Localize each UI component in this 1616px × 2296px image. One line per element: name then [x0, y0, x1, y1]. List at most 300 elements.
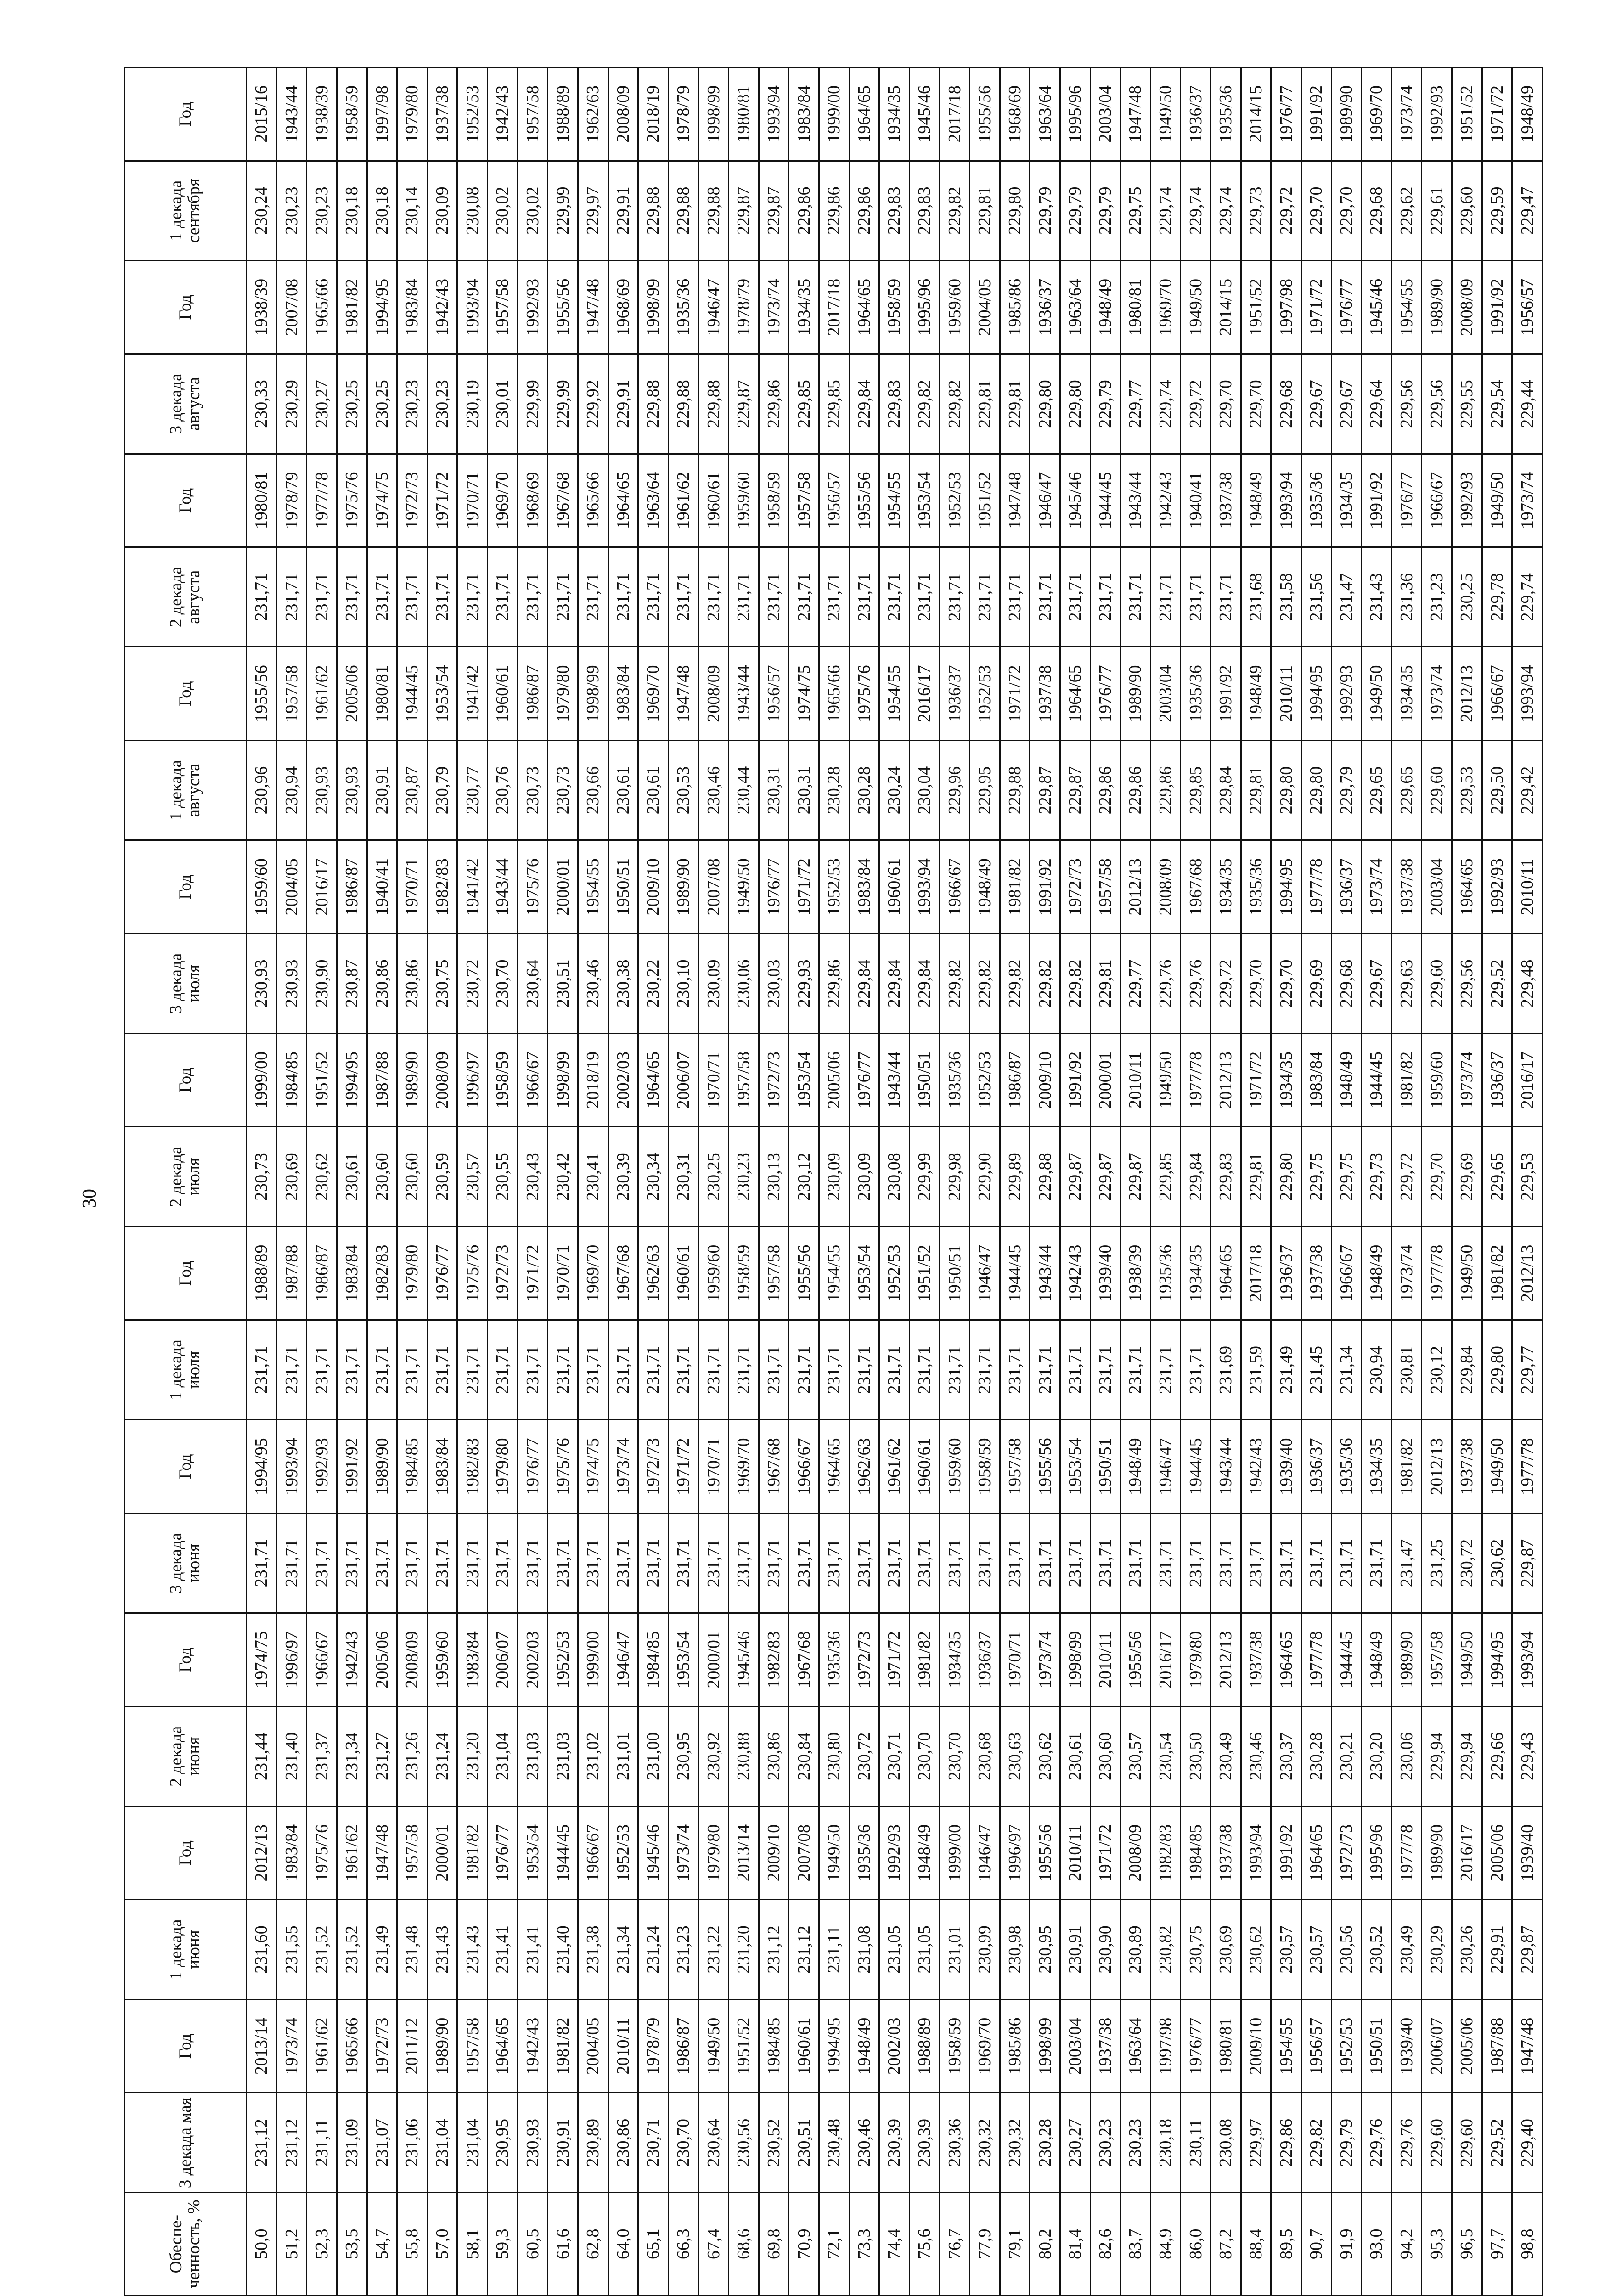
table-cell: 229,91 — [608, 161, 638, 260]
table-cell: 229,82 — [1000, 934, 1030, 1033]
table-cell: 229,92 — [578, 354, 608, 454]
table-cell: 231,41 — [488, 1900, 518, 1999]
table-cell: 231,60 — [247, 1900, 277, 1999]
table-cell: 1976/77 — [488, 1806, 518, 1899]
table-cell: 1971/72 — [1000, 647, 1030, 740]
table-cell: 1993/94 — [1271, 454, 1301, 547]
table-cell: 80,2 — [1030, 2193, 1060, 2296]
table-row — [638, 68, 669, 2296]
table-cell: 1945/46 — [729, 1613, 759, 1706]
table-row — [1181, 68, 1211, 2296]
table-cell: 1974/75 — [247, 1613, 277, 1706]
table-cell: 231,71 — [1150, 1320, 1181, 1420]
table-cell: 229,84 — [879, 934, 910, 1033]
table-cell: 1983/84 — [849, 840, 879, 934]
table-cell: 229,70 — [1331, 161, 1362, 260]
table-cell: 1988/89 — [247, 1227, 277, 1320]
table-cell: 62,8 — [578, 2193, 608, 2296]
table-cell: 229,40 — [1512, 2093, 1543, 2193]
table-row — [1452, 68, 1482, 2296]
table-cell: 229,86 — [1090, 740, 1121, 840]
table-cell: 1992/93 — [1452, 454, 1482, 547]
table-cell: 1940/41 — [367, 840, 397, 934]
table-cell: 231,71 — [819, 547, 849, 647]
table-cell: 1994/95 — [1301, 647, 1331, 740]
table-cell: 230,03 — [759, 934, 789, 1033]
table-cell: 1977/78 — [1391, 1806, 1422, 1899]
table-cell: 1960/61 — [698, 454, 729, 547]
table-cell: 229,87 — [759, 161, 789, 260]
table-cell: 231,71 — [638, 1320, 669, 1420]
table-row — [488, 68, 518, 2296]
table-cell: 230,43 — [518, 1127, 548, 1227]
table-cell: 229,83 — [879, 354, 910, 454]
table-cell: 1964/65 — [608, 454, 638, 547]
table-cell: 231,34 — [608, 1900, 638, 1999]
table-cell: 1989/90 — [427, 1999, 457, 2093]
table-cell: 1936/37 — [1482, 1033, 1512, 1126]
table-cell: 1946/47 — [970, 1227, 1000, 1320]
table-cell: 229,70 — [1211, 354, 1241, 454]
table-cell: 1987/88 — [367, 1033, 397, 1126]
table-cell: 1976/77 — [518, 1420, 548, 1513]
table-cell: 1952/53 — [548, 1613, 578, 1706]
table-cell: 1955/56 — [548, 260, 578, 354]
table-cell: 1994/95 — [337, 1033, 367, 1126]
table-cell: 1969/70 — [970, 1999, 1000, 2093]
table-cell: 1934/35 — [1331, 454, 1362, 547]
table-cell: 1967/68 — [1181, 840, 1211, 934]
table-cell: 230,57 — [1271, 1900, 1301, 1999]
table-row — [1090, 68, 1121, 2296]
table-cell: 230,21 — [1331, 1706, 1362, 1806]
table-cell: 230,24 — [247, 161, 277, 260]
table-cell: 1972/73 — [1060, 840, 1090, 934]
table-cell: 230,91 — [548, 2093, 578, 2193]
table-cell: 2016/17 — [1512, 1033, 1543, 1126]
table-cell: 231,71 — [427, 547, 457, 647]
table-cell: 229,88 — [668, 161, 698, 260]
table-cell: 2010/11 — [1060, 1806, 1090, 1899]
table-cell: 1979/80 — [698, 1806, 729, 1899]
table-cell: 1967/68 — [608, 1227, 638, 1320]
table-cell: 230,76 — [488, 740, 518, 840]
table-cell: 1955/56 — [849, 454, 879, 547]
table-cell: 231,71 — [307, 1513, 337, 1613]
table-cell: 229,91 — [608, 354, 638, 454]
table-cell: 229,77 — [1121, 934, 1151, 1033]
table-cell: 230,73 — [518, 740, 548, 840]
table-cell: 1981/82 — [1391, 1033, 1422, 1126]
table-cell: 1964/65 — [1271, 1613, 1301, 1706]
table-cell: 229,56 — [1452, 934, 1482, 1033]
table-cell: 1968/69 — [608, 260, 638, 354]
table-cell: 230,90 — [307, 934, 337, 1033]
table-cell: 231,12 — [789, 1900, 819, 1999]
table-row — [1422, 68, 1452, 2296]
table-cell: 1972/73 — [849, 1613, 879, 1706]
table-cell: 231,49 — [367, 1900, 397, 1999]
table-cell: 1948/49 — [1362, 1227, 1392, 1320]
table-cell: 2005/06 — [819, 1033, 849, 1126]
table-cell: 74,4 — [879, 2193, 910, 2296]
table-cell: 231,71 — [337, 1513, 367, 1613]
table-cell: 229,48 — [1512, 934, 1543, 1033]
table-cell: 230,38 — [608, 934, 638, 1033]
table-cell: 230,31 — [759, 740, 789, 840]
table-cell: 1945/46 — [638, 1806, 669, 1899]
table-cell: 2003/04 — [1422, 840, 1452, 934]
table-cell: 2008/09 — [1452, 260, 1482, 354]
table-cell: 231,71 — [1030, 1320, 1060, 1420]
table-cell: 1969/70 — [1150, 260, 1181, 354]
table-cell: 230,24 — [879, 740, 910, 840]
table-cell: 231,68 — [1241, 547, 1271, 647]
table-cell: 230,28 — [849, 740, 879, 840]
table-cell: 1959/60 — [729, 454, 759, 547]
table-cell: 229,80 — [1030, 354, 1060, 454]
table-cell: 1978/79 — [729, 260, 759, 354]
table-cell: 229,88 — [698, 161, 729, 260]
table-cell: 1981/82 — [909, 1613, 940, 1706]
table-cell: 1996/97 — [1000, 1806, 1030, 1899]
table-cell: 231,49 — [1271, 1320, 1301, 1420]
table-cell: 2018/19 — [638, 68, 669, 161]
table-cell: 229,74 — [1211, 161, 1241, 260]
table-cell: 229,85 — [1150, 1127, 1181, 1227]
table-cell: 229,59 — [1482, 161, 1512, 260]
table-cell: 231,71 — [1271, 1513, 1301, 1613]
table-cell: 1992/93 — [307, 1420, 337, 1513]
table-cell: 2000/01 — [548, 840, 578, 934]
table-cell: 229,93 — [789, 934, 819, 1033]
table-cell: 1977/78 — [307, 454, 337, 547]
table-cell: 231,71 — [1211, 1513, 1241, 1613]
table-cell: 229,98 — [940, 1127, 970, 1227]
table-cell: 230,69 — [1211, 1900, 1241, 1999]
table-cell: 1960/61 — [488, 647, 518, 740]
table-row — [698, 68, 729, 2296]
table-cell: 1950/51 — [1362, 1999, 1392, 2093]
table-cell: 1959/60 — [698, 1227, 729, 1320]
table-cell: 2012/13 — [1512, 1227, 1543, 1320]
table-cell: 1944/45 — [548, 1806, 578, 1899]
column-header: 2 декада июня — [125, 1706, 247, 1806]
table-cell: 230,23 — [1121, 2093, 1151, 2193]
table-cell: 1952/53 — [1331, 1999, 1362, 2093]
table-cell: 229,75 — [1331, 1127, 1362, 1227]
table-cell: 231,05 — [909, 1900, 940, 1999]
table-cell: 229,62 — [1391, 161, 1422, 260]
column-header: Год — [125, 454, 247, 547]
table-cell: 229,79 — [1030, 161, 1060, 260]
table-cell: 1957/58 — [1000, 1420, 1030, 1513]
table-cell: 1966/67 — [1422, 454, 1452, 547]
table-cell: 1956/57 — [759, 647, 789, 740]
table-cell: 231,71 — [1090, 1320, 1121, 1420]
table-cell: 229,79 — [1331, 740, 1362, 840]
table-cell: 230,57 — [1301, 1900, 1331, 1999]
table-cell: 1944/45 — [1090, 454, 1121, 547]
table-cell: 231,71 — [247, 547, 277, 647]
table-cell: 1968/69 — [518, 454, 548, 547]
table-cell: 231,12 — [276, 2093, 307, 2193]
table-cell: 229,43 — [1512, 1706, 1543, 1806]
table-row — [548, 68, 578, 2296]
table-cell: 231,26 — [397, 1706, 428, 1806]
table-cell: 2007/08 — [276, 260, 307, 354]
table-cell: 1976/77 — [759, 840, 789, 934]
table-cell: 1995/96 — [1060, 68, 1090, 161]
table-cell: 1977/78 — [1301, 1613, 1331, 1706]
table-cell: 231,71 — [729, 547, 759, 647]
table-cell: 231,04 — [488, 1706, 518, 1806]
table-cell: 231,71 — [518, 1320, 548, 1420]
table-cell: 87,2 — [1211, 2193, 1241, 2296]
table-cell: 229,60 — [1422, 934, 1452, 1033]
table-cell: 1942/43 — [1150, 454, 1181, 547]
table-cell: 1956/57 — [1301, 1999, 1331, 2093]
table-cell: 231,71 — [668, 547, 698, 647]
table-cell: 231,71 — [729, 1513, 759, 1613]
table-cell: 1957/58 — [759, 1227, 789, 1320]
table-cell: 1949/50 — [1150, 1033, 1181, 1126]
table-cell: 2006/07 — [488, 1613, 518, 1706]
table-cell: 1943/44 — [276, 68, 307, 161]
table-cell: 231,69 — [1211, 1320, 1241, 1420]
table-cell: 230,02 — [488, 161, 518, 260]
table-cell: 1991/92 — [1060, 1033, 1090, 1126]
table-cell: 230,25 — [367, 354, 397, 454]
table-cell: 231,71 — [1060, 1320, 1090, 1420]
table-cell: 231,07 — [367, 2093, 397, 2193]
table-cell: 1943/44 — [729, 647, 759, 740]
table-cell: 1970/71 — [397, 840, 428, 934]
table-cell: 1998/99 — [1060, 1613, 1090, 1706]
table-cell: 1999/00 — [819, 68, 849, 161]
table-cell: 229,87 — [1060, 740, 1090, 840]
table-cell: 1993/94 — [1241, 1806, 1271, 1899]
table-cell: 1937/38 — [1301, 1227, 1331, 1320]
table-cell: 231,71 — [849, 1513, 879, 1613]
table-cell: 1946/47 — [1150, 1420, 1181, 1513]
table-cell: 231,71 — [1000, 1513, 1030, 1613]
table-cell: 1950/51 — [608, 840, 638, 934]
table-cell: 1980/81 — [247, 454, 277, 547]
table-row — [1150, 68, 1181, 2296]
table-cell: 83,7 — [1121, 2193, 1151, 2296]
table-cell: 229,76 — [1150, 934, 1181, 1033]
table-cell: 229,86 — [849, 161, 879, 260]
table-cell: 2003/04 — [1060, 1999, 1090, 2093]
table-cell: 1955/56 — [970, 68, 1000, 161]
table-cell: 1934/35 — [1181, 1227, 1211, 1320]
table-cell: 230,75 — [427, 934, 457, 1033]
table-cell: 1985/86 — [1000, 1999, 1030, 2093]
table-cell: 230,12 — [789, 1127, 819, 1227]
table-cell: 1984/85 — [759, 1999, 789, 2093]
table-cell: 231,71 — [759, 547, 789, 647]
table-cell: 1972/73 — [397, 454, 428, 547]
table-cell: 1937/38 — [1241, 1613, 1271, 1706]
column-header: Год — [125, 1613, 247, 1706]
page-number: 30 — [79, 1189, 100, 1208]
table-cell: 230,06 — [1391, 1706, 1422, 1806]
table-cell: 231,71 — [638, 547, 669, 647]
table-cell: 230,29 — [1422, 1900, 1452, 1999]
table-cell: 1935/36 — [1241, 840, 1271, 934]
table-cell: 2012/13 — [1121, 840, 1151, 934]
table-cell: 55,8 — [397, 2193, 428, 2296]
table-cell: 2002/03 — [518, 1613, 548, 1706]
table-cell: 1939/40 — [1391, 1999, 1422, 2093]
table-cell: 1942/43 — [1241, 1420, 1271, 1513]
table-cell: 230,33 — [247, 354, 277, 454]
table-cell: 1991/92 — [1301, 68, 1331, 161]
table-cell: 1983/84 — [427, 1420, 457, 1513]
table-cell: 2016/17 — [307, 840, 337, 934]
table-cell: 231,71 — [789, 1513, 819, 1613]
table-cell: 1952/53 — [457, 68, 488, 161]
table-cell: 1993/94 — [909, 840, 940, 934]
column-header: 2 декада августа — [125, 547, 247, 647]
table-cell: 1992/93 — [1422, 68, 1452, 161]
table-cell: 231,71 — [1090, 547, 1121, 647]
table-cell: 1934/35 — [940, 1613, 970, 1706]
table-cell: 230,25 — [698, 1127, 729, 1227]
table-cell: 230,63 — [1000, 1706, 1030, 1806]
table-cell: 229,68 — [1362, 161, 1392, 260]
table-cell: 1983/84 — [1301, 1033, 1331, 1126]
table-cell: 1973/74 — [1512, 454, 1543, 547]
table-cell: 229,87 — [729, 354, 759, 454]
table-cell: 230,86 — [367, 934, 397, 1033]
table-cell: 1971/72 — [879, 1613, 910, 1706]
table-cell: 1983/84 — [276, 1806, 307, 1899]
table-cell: 230,26 — [1452, 1900, 1482, 1999]
table-cell: 230,86 — [608, 2093, 638, 2193]
table-cell: 229,60 — [1452, 2093, 1482, 2193]
table-cell: 229,77 — [1121, 354, 1151, 454]
table-cell: 1951/52 — [909, 1227, 940, 1320]
table-cell: 1994/95 — [367, 260, 397, 354]
table-cell: 230,49 — [1391, 1900, 1422, 1999]
table-cell: 1936/37 — [1331, 840, 1362, 934]
table-cell: 229,65 — [1482, 1127, 1512, 1227]
table-cell: 230,81 — [1391, 1320, 1422, 1420]
table-cell: 1977/78 — [1301, 840, 1331, 934]
table-cell: 231,37 — [307, 1706, 337, 1806]
table-cell: 231,45 — [1301, 1320, 1331, 1420]
table-cell: 230,02 — [518, 161, 548, 260]
table-cell: 2007/08 — [789, 1806, 819, 1899]
data-table — [124, 67, 1543, 2296]
table-cell: 53,5 — [337, 2193, 367, 2296]
table-row — [729, 68, 759, 2296]
table-cell: 229,75 — [1121, 161, 1151, 260]
table-cell: 2007/08 — [698, 840, 729, 934]
table-cell: 230,96 — [247, 740, 277, 840]
table-cell: 77,9 — [970, 2193, 1000, 2296]
table-cell: 1948/49 — [1241, 454, 1271, 547]
table-cell: 1985/86 — [1000, 260, 1030, 354]
table-cell: 1992/93 — [1482, 840, 1512, 934]
table-cell: 229,53 — [1452, 740, 1482, 840]
table-cell: 1993/94 — [1512, 647, 1543, 740]
table-cell: 231,71 — [548, 1320, 578, 1420]
table-cell: 229,87 — [729, 161, 759, 260]
table-cell: 1957/58 — [1090, 840, 1121, 934]
table-cell: 1991/92 — [1362, 454, 1392, 547]
table-cell: 2005/06 — [337, 647, 367, 740]
table-cell: 2015/16 — [247, 68, 277, 161]
table-cell: 229,65 — [1391, 740, 1422, 840]
table-cell: 1969/70 — [488, 454, 518, 547]
table-cell: 229,61 — [1422, 161, 1452, 260]
table-cell: 1977/78 — [1181, 1033, 1211, 1126]
table-cell: 229,89 — [1000, 1127, 1030, 1227]
table-cell: 1935/36 — [1301, 454, 1331, 547]
rotated-table-wrapper — [124, 67, 1543, 2296]
table-cell: 230,08 — [457, 161, 488, 260]
table-cell: 1989/90 — [1422, 260, 1452, 354]
table-cell: 230,11 — [1181, 2093, 1211, 2193]
table-cell: 231,71 — [698, 547, 729, 647]
table-cell: 1983/84 — [397, 260, 428, 354]
table-cell: 229,84 — [849, 354, 879, 454]
table-row — [518, 68, 548, 2296]
table-cell: 1957/58 — [488, 260, 518, 354]
table-cell: 231,71 — [518, 547, 548, 647]
table-cell: 2006/07 — [668, 1033, 698, 1126]
table-cell: 1971/72 — [518, 1227, 548, 1320]
table-cell: 1980/81 — [729, 68, 759, 161]
table-cell: 231,40 — [276, 1706, 307, 1806]
table-cell: 81,4 — [1060, 2193, 1090, 2296]
table-cell: 229,82 — [1060, 934, 1090, 1033]
table-cell: 1936/37 — [1181, 68, 1211, 161]
table-cell: 229,87 — [1090, 1127, 1121, 1227]
table-cell: 2009/10 — [638, 840, 669, 934]
table-cell: 2005/06 — [1482, 1806, 1512, 1899]
table-cell: 1991/92 — [1271, 1806, 1301, 1899]
table-cell: 1936/37 — [1271, 1227, 1301, 1320]
table-cell: 64,0 — [608, 2193, 638, 2296]
column-header: 1 декада августа — [125, 740, 247, 840]
table-cell: 230,18 — [1150, 2093, 1181, 2193]
table-cell: 1977/78 — [1422, 1227, 1452, 1320]
table-cell: 2014/15 — [1211, 260, 1241, 354]
table-cell: 1961/62 — [879, 1420, 910, 1513]
table-cell: 230,51 — [548, 934, 578, 1033]
table-cell: 1999/00 — [247, 1033, 277, 1126]
table-cell: 1935/36 — [940, 1033, 970, 1126]
table-cell: 229,79 — [1090, 354, 1121, 454]
table-cell: 1956/57 — [1512, 260, 1543, 354]
table-cell: 230,64 — [518, 934, 548, 1033]
table-cell: 230,91 — [1060, 1900, 1090, 1999]
table-cell: 1969/70 — [638, 647, 669, 740]
table-cell: 230,90 — [1090, 1900, 1121, 1999]
table-cell: 229,99 — [548, 354, 578, 454]
table-cell: 230,84 — [789, 1706, 819, 1806]
table-row — [1030, 68, 1060, 2296]
table-cell: 230,82 — [1150, 1900, 1181, 1999]
table-cell: 229,72 — [1181, 354, 1211, 454]
table-cell: 231,71 — [337, 1320, 367, 1420]
table-cell: 1980/81 — [1211, 1999, 1241, 2093]
table-cell: 231,71 — [1150, 547, 1181, 647]
